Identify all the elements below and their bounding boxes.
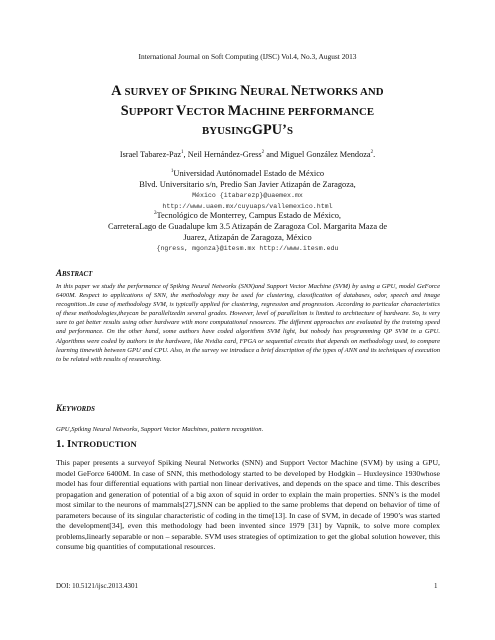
title-line-2: SUPPORT VECTOR MACHINE PERFORMANCE: [120, 102, 375, 119]
page-number: 1: [434, 582, 438, 590]
abstract-heading: ABSTRACT: [56, 268, 93, 278]
keywords-heading: KEYWORDS: [56, 403, 95, 413]
title-line-3: BYUSINGGPU’S: [201, 122, 294, 138]
affiliation-1: $^1$Universidad Autónomadel Estado de México Blvd. Universitario s/n, Predio San Javier Atizapán de Zaragoza, México {itabarezp}@uaemex.mx http://www.uaem.mx/cuyuaps/vallemexico.html: [139, 169, 356, 210]
affiliation-2: $^2$Tecnológico de Monterrey, Campus Estado de México, CarreteraLago de Guadalupe km 3.5 Atizapán de Zaragoza Col. Margarita Maza de Juarez, Atizapán de Zaragoza, México {ngress, mgonza}@itesm.mx http://www.itesm.edu: [107, 211, 388, 252]
keywords-text: GPU,Spiking Neural Networks, Support Vector Machines, pattern recognition.: [56, 426, 264, 433]
introduction-heading: 1. INTRODUCTION: [56, 438, 137, 450]
journal-header: International Journal on Soft Computing (IJSC) Vol.4, No.3, August 2013: [138, 52, 357, 61]
introduction-text: This paper presents a surveyof Spiking Neural Networks (SNN) and Support Vector Machine (SVM) by using a GPU, model GeForce 6400M. In case of SNN, this methodology started to be developed by Hodgkin – Huxleysince 1930whose model has four differential equations with partial non linear derivatives, and depends on the space and time. This describes propagation and generation of potential of a big axon of squid in order to explain the main properties. SNN’s is the model most similar to the neurons of mammals[27],SNN can be applied to the same problems that depend on behavior of time of parameters because of its singular characteristic of coding in the time[13]. In case of SVM, in decade of 1990’s was started the development[34], even this methodology had been invented since 1979 [31] by Vapnik, to solve more complex problems,linearly separable or non – separable. SVM uses strategies of optimization to get the global solution however, this consume big quantities of computational resources.: [56, 458, 440, 552]
abstract-text: In this paper we study the performance of Spiking Neural Networks (SNN)and Support Vector Machine (SVM) by using a GPU, model GeForce 6400M. Respect to applications of SNN, the methodology may be used for clustering, classification of databases, odor, speech and image recognition..In case of methodology SVM, is typically applied for clustering, regression and progression. According to particular characteristics of these methodologies,theycan be parallelizedin several grades. However, level of parallelism is limited to architecture of hardware. So, is very sure to get better results using other hardware with more computational resources. The different approaches are evaluated by the training speed and performance. On the other hand, some authors have coded algorithms SVM light, but nobody has programming QP SVM in a GPU. Algorithms were coded by authors in the hardware, like Nvidia card, FPGA or sequential circuits that depends on methodology used, to compare learning timewith between GPU and CPU. Also, in the survey we introduce a brief description of the types of ANN and its techniques of execution to be related with results of researching.: [56, 283, 440, 363]
paper-title: [70, 82, 425, 141]
title-line-1: A SURVEY OF SPIKING NEURAL NETWORKS AND: [111, 83, 384, 99]
author-list: Israel Tabarez-Paz$^1$, Neil Hernández-Gress$^2$ and Miguel González Mendoza$^2$.: [119, 150, 376, 159]
footer-doi: DOI: 10.5121/ijsc.2013.4301: [56, 582, 139, 590]
